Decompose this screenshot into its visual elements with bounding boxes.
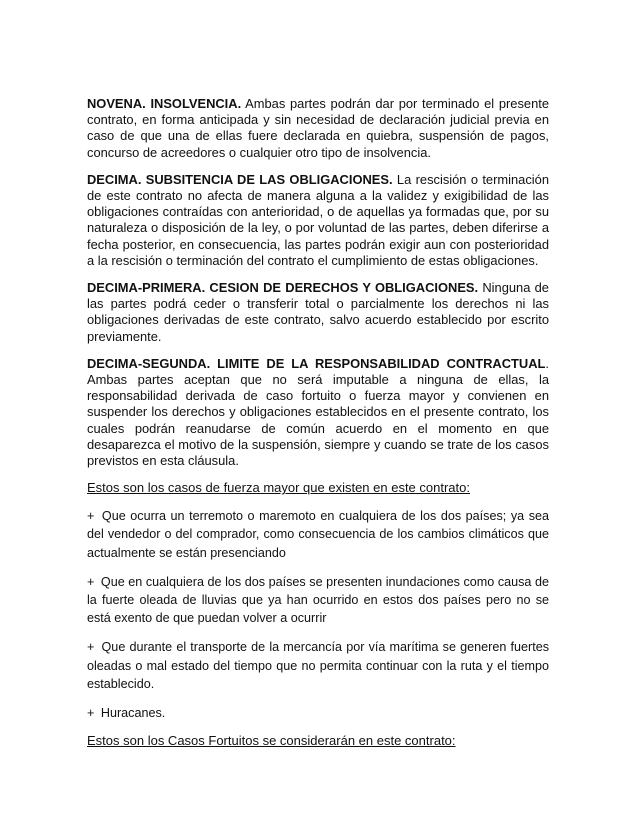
list-item-text: Huracanes. — [100, 706, 166, 721]
list-item — [87, 573, 549, 628]
list-item — [87, 507, 549, 562]
clause-decima — [87, 172, 549, 269]
clause-heading: DECIMA. SUBSITENCIA DE LAS OBLIGACIONES. — [87, 171, 393, 187]
list-item-text: Que en cualquiera de los dos países se presenten inundaciones como causa de la fuerte oleada de lluvias que ya han ocurrido en estos dos países pero no se está exento de que puedan volver a ocurrir — [87, 574, 550, 626]
bullet-marker: + — [87, 574, 95, 589]
clause-decima-segunda — [87, 356, 549, 469]
clause-body: . Ambas partes aceptan que no será imputable a ninguna de ellas, la responsabilidad derivada de caso fortuito o fuerza mayor y convienen en suspender los derechos y obligaciones establecidos en el presente contrato, los cuales podrán reanudarse de común acuerdo en el momento en que desaparezca el motivo de la suspensión, siempre y cuando se trate de los casos previstos en esta cláusula. — [87, 355, 549, 469]
bullet-marker: + — [87, 706, 95, 721]
fuerza-mayor-heading: Estos son los casos de fuerza mayor que existen en este contrato: — [87, 480, 470, 496]
clause-body: Ninguna de las partes podrá ceder o transferir total o parcialmente los derechos ni las obligaciones derivadas de este contrato, salvo acuerdo establecido por escrito previamente. — [87, 280, 549, 344]
bullet-marker: + — [87, 640, 95, 655]
list-item-text: Que durante el transporte de la mercancía por vía marítima se generen fuertes oleadas o mal estado del tiempo que no permita continuar con la ruta y el tiempo establecido. — [87, 640, 549, 691]
clause-body: La rescisión o terminación de este contrato no afecta de manera alguna a la validez y exigibilidad de las obligaciones contraídas con anterioridad, o de aquellas ya formadas que, por su naturaleza o disposición de la ley, o por voluntad de las partes, deben diferirse a fecha posterior, en consecuencia, las partes podrán exigir aun con posterioridad a la rescisión o terminación del contrato el cumplimiento de estas obligaciones. — [87, 171, 549, 268]
bullet-marker: + — [87, 509, 95, 524]
clause-heading: DECIMA-PRIMERA. CESION DE DERECHOS Y OBLIGACIONES. — [87, 280, 479, 296]
list-item-text: Que ocurra un terremoto o maremoto en cualquiera de los dos países; ya sea del vendedor o del comprador, como consecuencia de los cambios climáticos que actualmente se están presenciando — [87, 509, 549, 560]
casos-fortuitos-heading: Estos son los Casos Fortuitos se considerarán en este contrato: — [87, 733, 456, 749]
clause-heading: NOVENA. INSOLVENCIA. — [87, 96, 242, 111]
clause-decima-primera — [87, 280, 549, 345]
clause-novena — [87, 96, 549, 161]
list-item — [87, 704, 549, 722]
list-item — [87, 638, 549, 693]
clause-heading: DECIMA-SEGUNDA. LIMITE DE LA RESPONSABILIDAD CONTRACTUAL — [87, 355, 546, 371]
clause-body: Ambas partes podrán dar por terminado el presente contrato, en forma anticipada y sin necesidad de declaración judicial previa en caso de que una de ellas fuere declarada en quiebra, suspensión de pagos, concurso de acreedores o cualquier otro tipo de insolvencia. — [87, 96, 549, 160]
document-page — [87, 96, 549, 760]
